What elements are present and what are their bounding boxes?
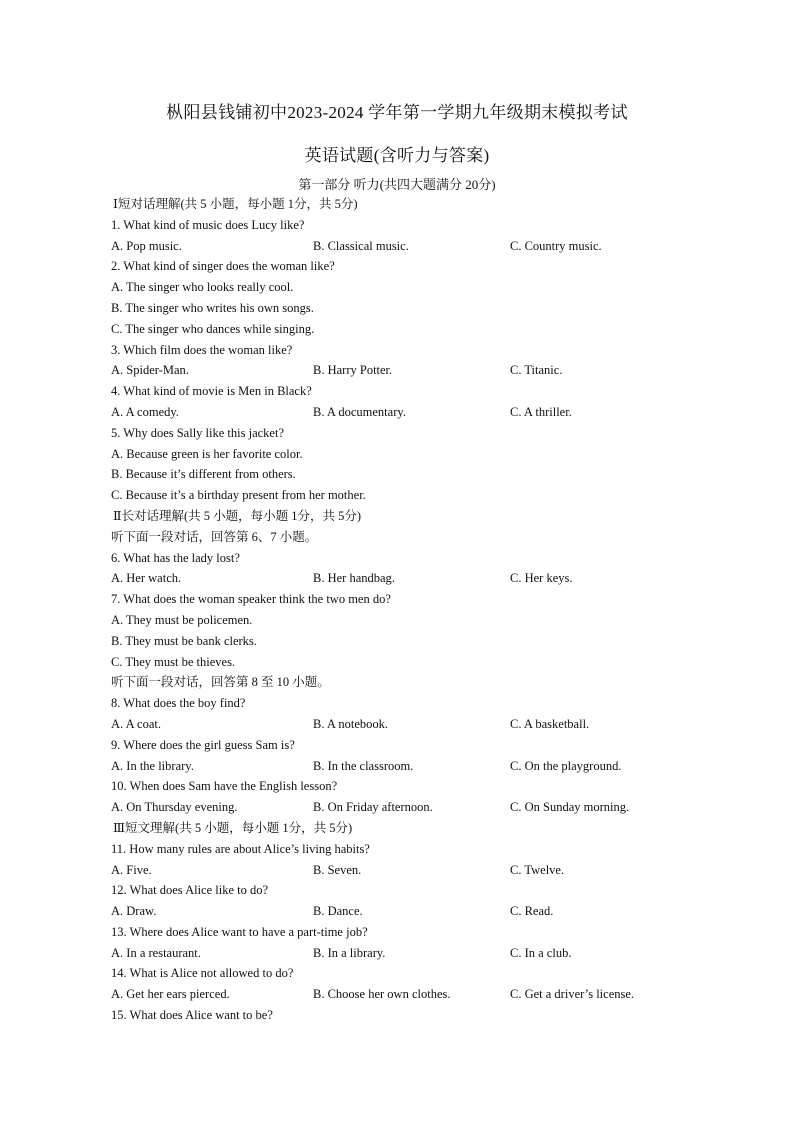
option-c: C. Her keys. xyxy=(510,571,573,586)
text-line: B. Because it’s different from others. xyxy=(111,467,296,482)
option-a: A. Draw. xyxy=(111,904,157,919)
text-line: C. The singer who dances while singing. xyxy=(111,321,315,336)
text-line: B. The singer who writes his own songs. xyxy=(111,300,314,315)
question-text: 6. What has the lady lost? xyxy=(111,550,240,565)
option-a: A. Pop music. xyxy=(111,238,182,253)
option-c: C. A thriller. xyxy=(510,404,572,419)
option-a: A. A coat. xyxy=(111,716,161,731)
option-b: B. Classical music. xyxy=(313,238,409,253)
option-c: C. Get a driver’s license. xyxy=(510,987,635,1002)
option-a: A. Get her ears pierced. xyxy=(111,987,230,1002)
option-b: B. A notebook. xyxy=(313,716,389,731)
answer-options xyxy=(111,797,751,818)
question-text: 3. Which film does the woman like? xyxy=(111,342,293,357)
answer-options xyxy=(111,984,751,1005)
question-text: 13. Where does Alice want to have a part-time job? xyxy=(111,924,368,939)
question-text: 2. What kind of singer does the woman like? xyxy=(111,259,335,274)
text-line: 听下面一段对话，回答第 8 至 10 小题。 xyxy=(111,675,330,690)
question-text: 14. What is Alice not allowed to do? xyxy=(111,966,294,981)
option-c: C. Twelve. xyxy=(510,862,565,877)
option-b: B. Harry Potter. xyxy=(313,363,393,378)
section-heading: Ⅰ短对话理解(共 5 小题，每小题 1分，共 5分) xyxy=(113,197,358,211)
answer-options xyxy=(111,402,751,423)
answer-options xyxy=(111,236,751,257)
text-line: A. The singer who looks really cool. xyxy=(111,280,294,295)
option-b: B. In the classroom. xyxy=(313,758,414,773)
option-c: C. A basketball. xyxy=(510,716,590,731)
text-line: C. They must be thieves. xyxy=(111,654,236,669)
question-text: 15. What does Alice want to be? xyxy=(111,1008,273,1023)
option-c: C. On Sunday morning. xyxy=(510,800,630,815)
text-line: A. Because green is her favorite color. xyxy=(111,446,303,461)
question-text: 7. What does the woman speaker think the two men do? xyxy=(111,592,391,607)
question-text: 1. What kind of music does Lucy like? xyxy=(111,217,305,232)
exam-content xyxy=(111,194,751,1026)
option-c: C. Read. xyxy=(510,904,554,919)
question-text: 10. When does Sam have the English lesson? xyxy=(111,779,338,794)
answer-options xyxy=(111,943,751,964)
question-text: 11. How many rules are about Alice’s living habits? xyxy=(111,841,370,856)
option-b: B. A documentary. xyxy=(313,404,406,419)
question-text: 9. Where does the girl guess Sam is? xyxy=(111,737,295,752)
section-heading: Ⅱ长对话理解(共 5 小题，每小题 1分，共 5分) xyxy=(113,508,362,523)
option-b: B. Choose her own clothes. xyxy=(313,987,451,1002)
option-a: A. A comedy. xyxy=(111,404,179,419)
option-c: C. Country music. xyxy=(510,238,602,253)
option-a: A. Her watch. xyxy=(111,571,182,586)
part-heading: 第一部分 听力(共四大题满分 20分) xyxy=(298,177,496,192)
question-text: 12. What does Alice like to do? xyxy=(111,883,269,898)
question-text: 8. What does the boy find? xyxy=(111,696,246,711)
option-a: A. In the library. xyxy=(111,758,194,773)
question-text: 5. Why does Sally like this jacket? xyxy=(111,425,284,440)
text-line: 听下面一段对话，回答第 6、7 小题。 xyxy=(111,529,318,544)
answer-options xyxy=(111,756,751,777)
option-b: B. Her handbag. xyxy=(313,571,395,586)
section-heading: Ⅲ短文理解(共 5 小题，每小题 1分，共 5分) xyxy=(113,820,353,835)
option-a: A. On Thursday evening. xyxy=(111,800,238,815)
option-b: B. Seven. xyxy=(313,862,362,877)
option-b: B. On Friday afternoon. xyxy=(313,800,433,815)
text-line: B. They must be bank clerks. xyxy=(111,633,257,648)
answer-options xyxy=(111,901,751,922)
option-b: B. Dance. xyxy=(313,904,363,919)
option-a: A. Spider-Man. xyxy=(111,363,189,378)
answer-options xyxy=(111,568,751,589)
option-a: A. Five. xyxy=(111,862,152,877)
text-line: A. They must be policemen. xyxy=(111,612,253,627)
document-subtitle: 英语试题(含听力与答案) xyxy=(304,146,490,165)
option-b: B. In a library. xyxy=(313,945,386,960)
text-line: C. Because it’s a birthday present from her mother. xyxy=(111,488,366,503)
question-text: 4. What kind of movie is Men in Black? xyxy=(111,384,312,399)
answer-options xyxy=(111,860,751,881)
option-a: A. In a restaurant. xyxy=(111,945,201,960)
option-c: C. Titanic. xyxy=(510,363,563,378)
answer-options xyxy=(111,360,751,381)
answer-options xyxy=(111,714,751,735)
option-c: C. In a club. xyxy=(510,945,572,960)
document-title: 枞阳县钱铺初中2023-2024 学年第一学期九年级期末模拟考试 xyxy=(166,103,628,122)
option-c: C. On the playground. xyxy=(510,758,622,773)
